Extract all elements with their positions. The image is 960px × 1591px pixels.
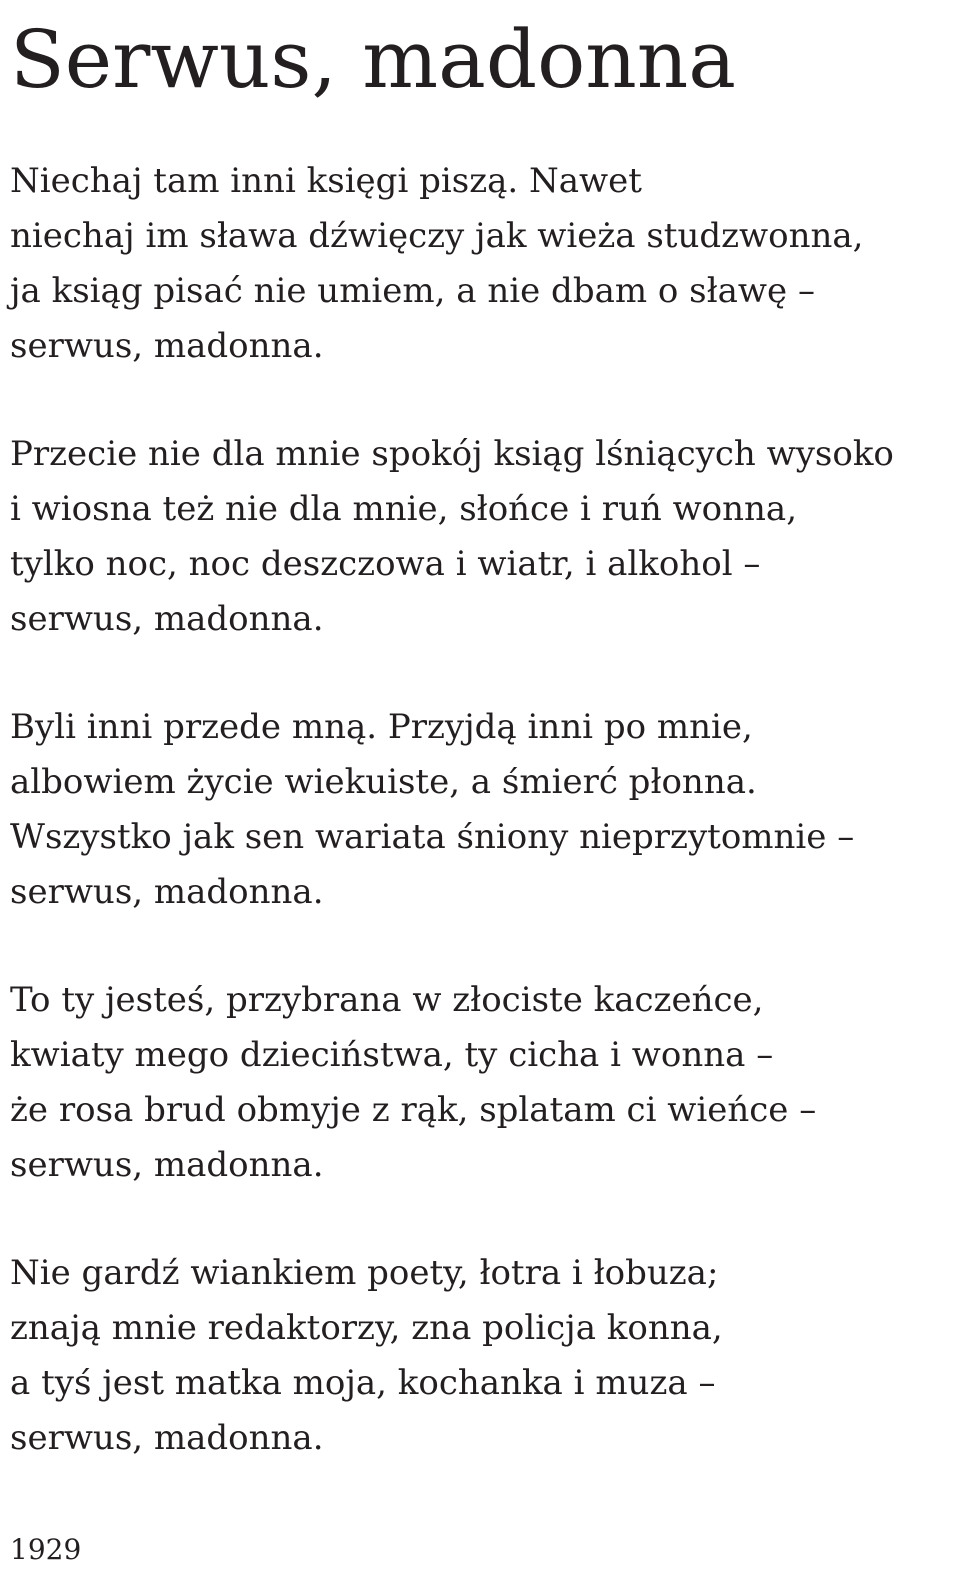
stanza [10, 1246, 723, 1466]
poem-line: niechaj im sława dźwięczy jak wieża studzwonna, [10, 216, 864, 256]
poem-line: Byli inni przede mną. Przyjdą inni po mnie, [10, 707, 753, 747]
poem-line: Niechaj tam inni księgi piszą. Nawet [10, 161, 642, 201]
poem-refrain-line: serwus, madonna. [10, 1418, 324, 1458]
poem-line: albowiem życie wiekuiste, a śmierć płonna. [10, 762, 757, 802]
poem-line: kwiaty mego dzieciństwa, ty cicha i wonna – [10, 1035, 774, 1075]
poem-line: tylko noc, noc deszczowa i wiatr, i alkohol – [10, 544, 761, 584]
stanza [10, 427, 894, 647]
stanza [10, 700, 854, 920]
poem-refrain-line: serwus, madonna. [10, 326, 324, 366]
poem-line: Nie gardź wiankiem poety, łotra i łobuza; [10, 1253, 719, 1293]
stanza [10, 154, 864, 374]
poem-line: znają mnie redaktorzy, zna policja konna, [10, 1308, 723, 1348]
poem-title: Serwus, madonna [10, 13, 736, 106]
stanza [10, 973, 816, 1193]
poem-line: To ty jesteś, przybrana w złociste kaczeńce, [10, 980, 764, 1020]
poem-line: że rosa brud obmyje z rąk, splatam ci wieńce – [10, 1090, 817, 1130]
poem-line: a tyś jest matka moja, kochanka i muza – [10, 1363, 716, 1403]
poem-line: i wiosna też nie dla mnie, słońce i ruń wonna, [10, 489, 798, 529]
poem-refrain-line: serwus, madonna. [10, 599, 324, 639]
poem-line: ja ksiąg pisać nie umiem, a nie dbam o sławę – [10, 271, 815, 311]
poem-refrain-line: serwus, madonna. [10, 872, 324, 912]
poem-line: Przecie nie dla mnie spokój ksiąg lśniących wysoko [10, 434, 894, 474]
poem-year: 1929 [10, 1533, 82, 1566]
poem-line: Wszystko jak sen wariata śniony nieprzytomnie – [10, 817, 855, 857]
poem-refrain-line: serwus, madonna. [10, 1145, 324, 1185]
